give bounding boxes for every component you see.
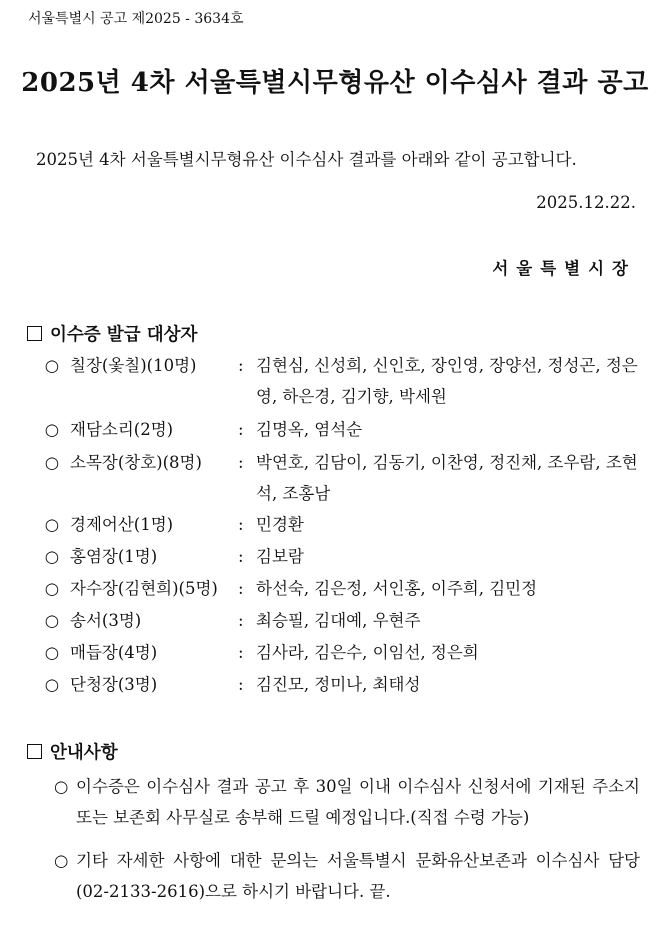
section-title: 안내사항 (50, 743, 118, 763)
recipient-category: 재담소리(2명) (70, 420, 174, 439)
section-info-heading (27, 739, 118, 764)
section-title: 이수증 발급 대상자 (50, 325, 198, 345)
circle-bullet-icon: ○ (44, 611, 60, 630)
intro-text: 2025년 4차 서울특별시무형유산 이수심사 결과를 아래와 같이 공고합니다. (36, 150, 577, 169)
recipient-category: 칠장(옻칠)(10명) (70, 356, 197, 375)
recipient-names: 하선숙, 김은정, 서인홍, 이주희, 김민정 (256, 579, 538, 598)
circle-bullet-icon: ○ (44, 515, 60, 534)
recipient-names: 김현심, 신성희, 신인호, 장인영, 장양선, 정성곤, 정은영, 하은경, 김기향, 박세원 (256, 356, 638, 406)
colon: : (238, 547, 244, 566)
circle-bullet-icon: ○ (44, 643, 60, 662)
recipient-category: 경제어산(1명) (70, 515, 174, 534)
circle-bullet-icon: ○ (44, 453, 60, 472)
notice-date: 2025.12.22. (536, 193, 636, 212)
recipient-category: 단청장(3명) (70, 675, 158, 694)
colon: : (238, 643, 244, 662)
recipient-category: 자수장(김현희)(5명) (70, 579, 218, 598)
colon: : (238, 611, 244, 630)
info-text: 이수증은 이수심사 결과 공고 후 30일 이내 이수심사 신청서에 기재된 주소지 또는 보존회 사무실로 송부해 드릴 예정입니다.(직접 수령 가능) (76, 777, 640, 827)
circle-bullet-icon: ○ (44, 579, 60, 598)
colon: : (238, 579, 244, 598)
colon: : (238, 675, 244, 694)
recipient-category: 홍염장(1명) (70, 547, 158, 566)
recipient-category: 송서(3명) (70, 611, 142, 630)
circle-bullet-icon: ○ (54, 777, 69, 796)
recipient-names: 김명옥, 염석순 (256, 420, 363, 439)
recipient-category: 매듭장(4명) (70, 643, 158, 662)
recipient-names: 민경환 (256, 515, 304, 534)
page-title: 2025년 4차 서울특별시무형유산 이수심사 결과 공고 (21, 68, 649, 98)
recipient-category: 소목장(창호)(8명) (70, 453, 202, 472)
colon: : (238, 420, 244, 439)
recipient-names: 박연호, 김담이, 김동기, 이찬영, 정진채, 조우람, 조현석, 조홍남 (256, 453, 638, 503)
recipient-names: 김보람 (256, 547, 304, 566)
circle-bullet-icon: ○ (44, 675, 60, 694)
colon: : (238, 453, 244, 472)
notice-number: 서울특별시 공고 제2025 - 3634호 (28, 11, 244, 27)
recipient-names: 김진모, 정미나, 최태성 (256, 675, 421, 694)
circle-bullet-icon: ○ (54, 851, 69, 870)
square-bullet-icon (27, 326, 42, 341)
recipient-names: 최승필, 김대예, 우현주 (256, 611, 421, 630)
section-recipients-heading (27, 321, 197, 346)
circle-bullet-icon: ○ (44, 420, 60, 439)
colon: : (238, 356, 244, 375)
circle-bullet-icon: ○ (44, 356, 60, 375)
signer: 서울특별시장 (492, 259, 636, 278)
colon: : (238, 515, 244, 534)
info-text: 기타 자세한 사항에 대한 문의는 서울특별시 문화유산보존과 이수심사 담당 (02-2133-2616)으로 하시기 바랍니다. 끝. (76, 851, 640, 901)
circle-bullet-icon: ○ (44, 547, 60, 566)
recipient-names: 김사라, 김은수, 이임선, 정은희 (256, 643, 479, 662)
square-bullet-icon (27, 744, 42, 759)
